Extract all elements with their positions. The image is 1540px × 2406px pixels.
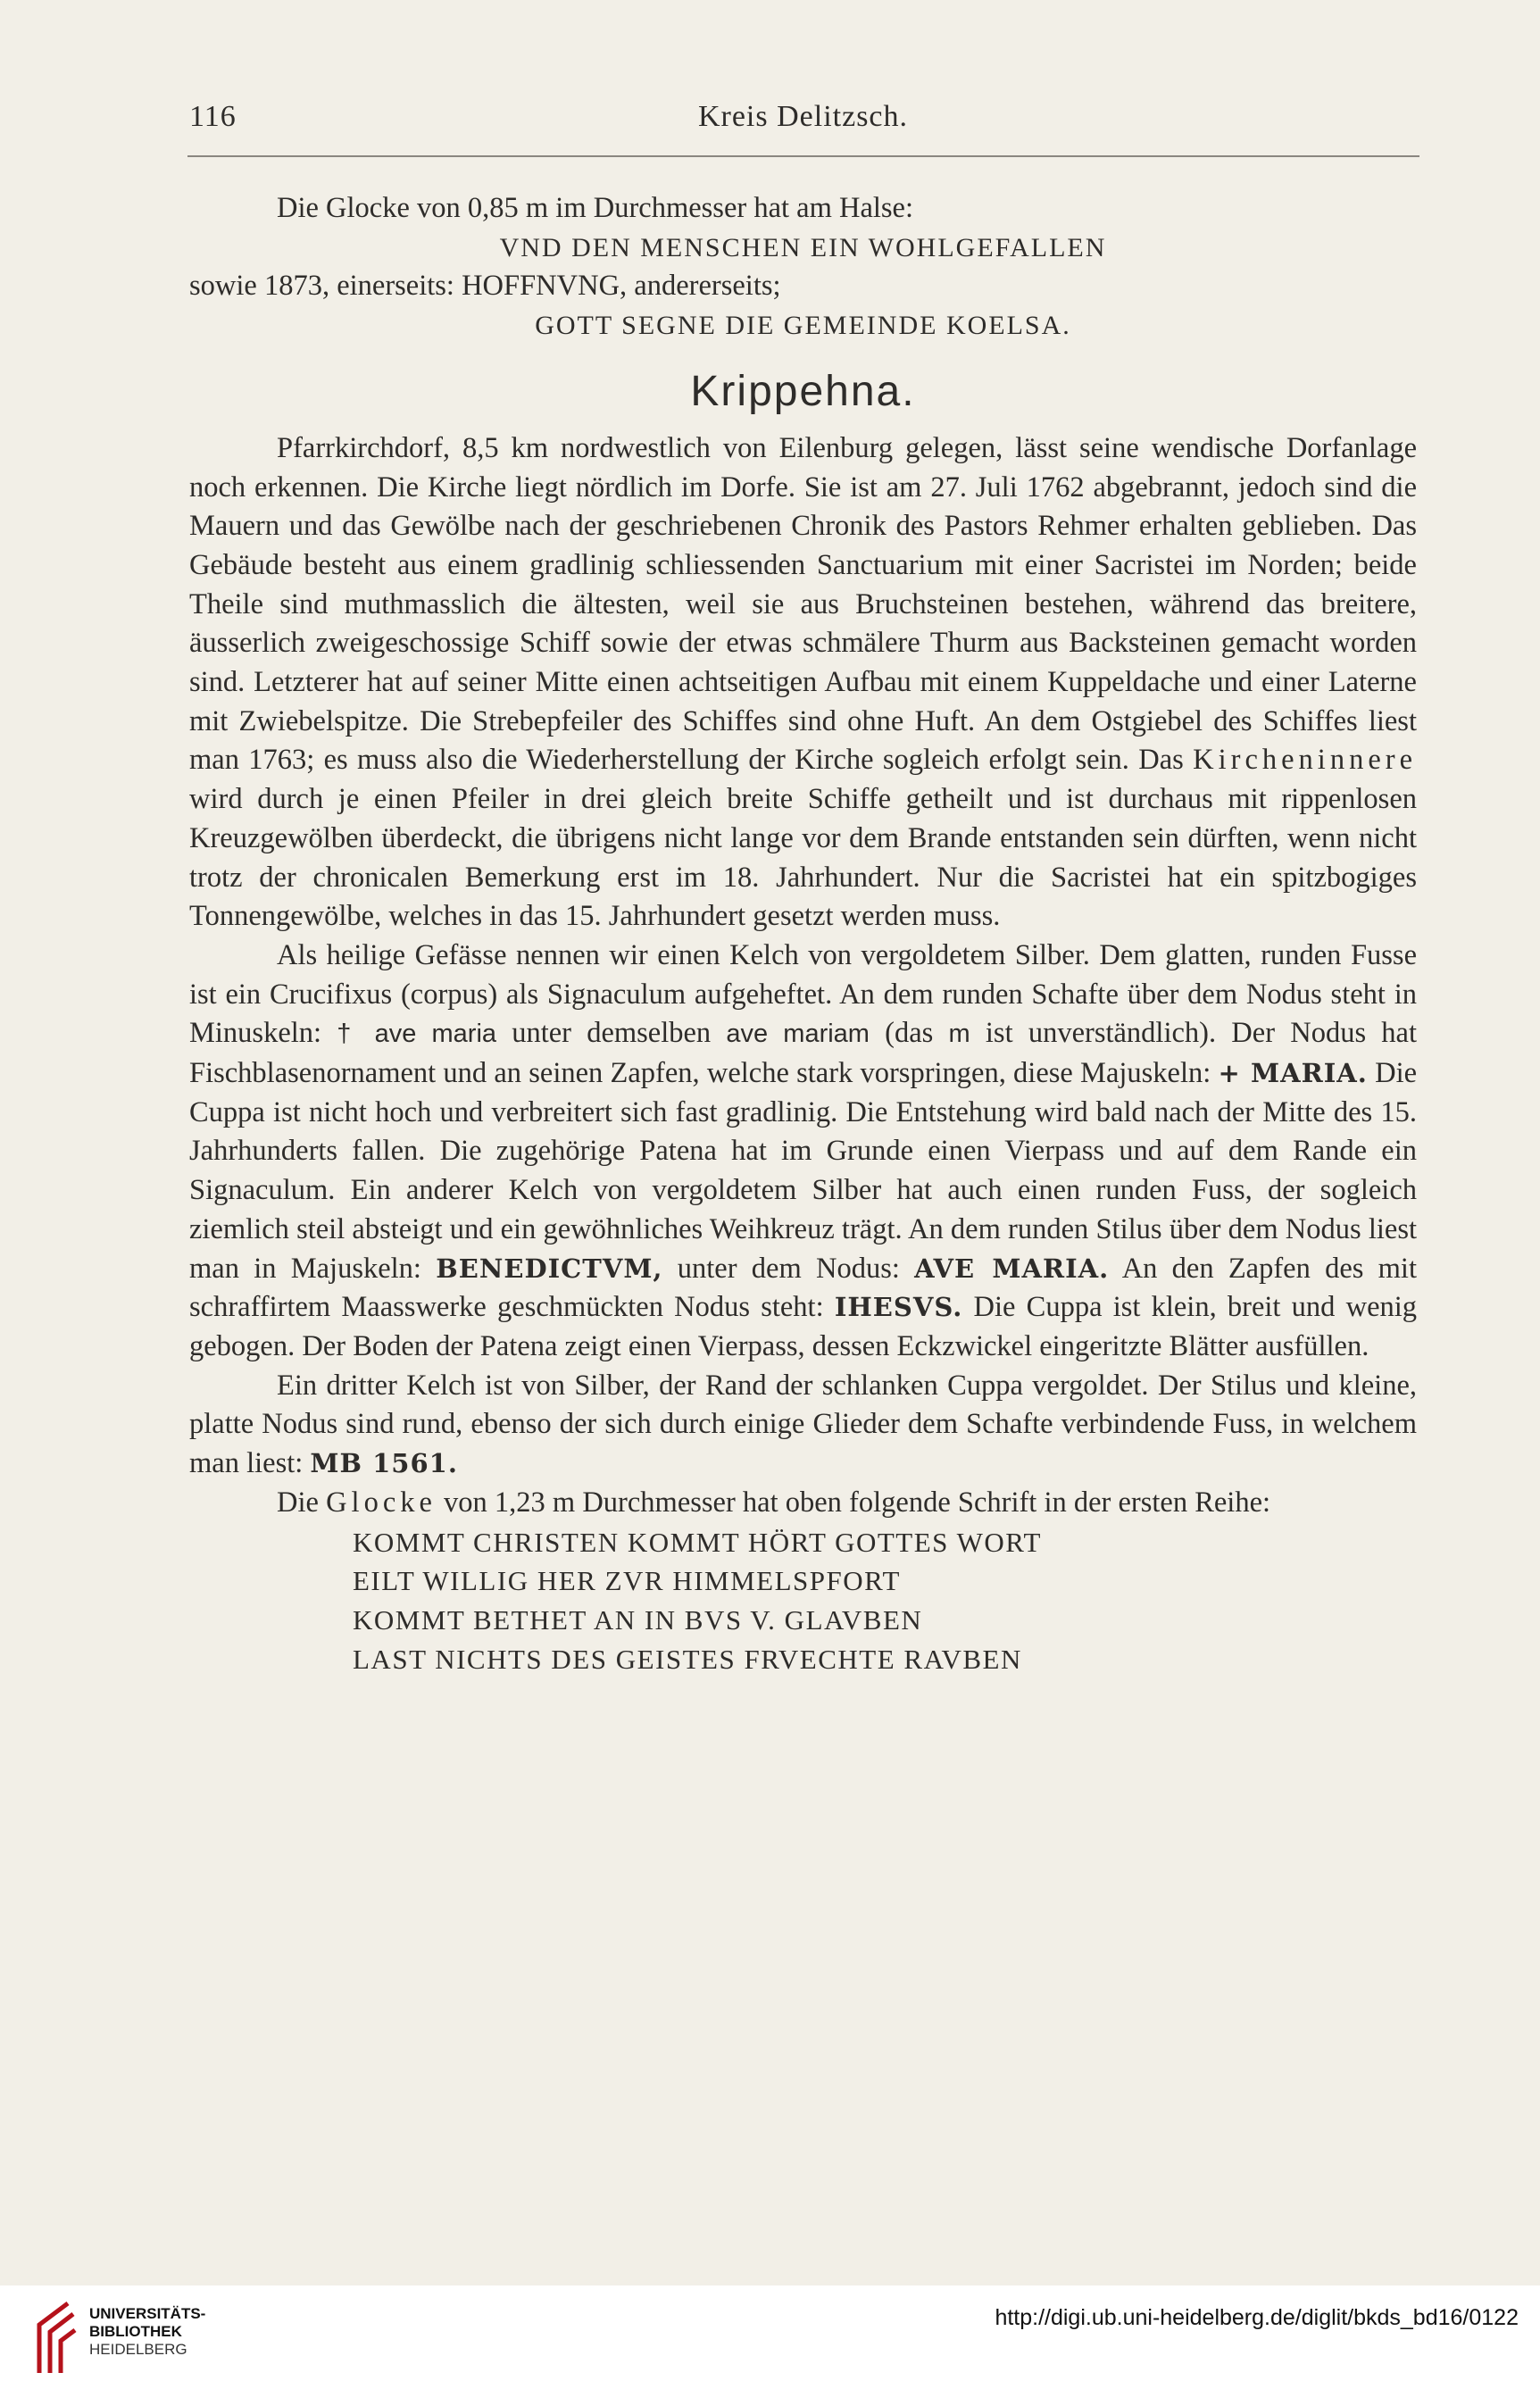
paragraph-text: unter demselben bbox=[512, 1017, 712, 1050]
paragraph-chalices bbox=[189, 937, 1417, 1367]
bell-inscription-line-2: GOTT SEGNE DIE GEMEINDE KOELSA. bbox=[535, 311, 1071, 341]
paragraph-text: An den Zapfen des mit schraffirtem Maasswerke geschmückten Nodus steht: bbox=[189, 1252, 1417, 1324]
paragraph-text: Die bbox=[277, 1486, 319, 1519]
bell-intro-line: Die Glocke von 0,85 m im Durchmesser hat am Halse: bbox=[277, 192, 914, 224]
majuscule-inscription: IHESVS. bbox=[834, 1292, 963, 1323]
section-heading: Krippehna. bbox=[690, 367, 916, 415]
minuscule-inscription: ave mariam bbox=[726, 1020, 870, 1049]
bell-inscription-block bbox=[189, 189, 1417, 345]
paragraph-text: Ein dritter Kelch ist von Silber, der Rand der schlanken Cuppa vergoldet. Der Stilus und kleine, platte Nodus sind rund, ebenso der sich durch einige Glieder dem Schafte verbindende Fuss, in welchem man liest: bbox=[189, 1369, 1417, 1480]
inscription-line: EILT WILLIG HER ZVR HIMMELSPFORT bbox=[353, 1565, 901, 1597]
paragraph-bell bbox=[189, 1484, 1417, 1523]
paragraph-text: ist unverständlich). Der Nodus hat Fischblasenornament und an seinen Zapfen, welche stark vorspringen, diese Majuskeln: bbox=[189, 1017, 1417, 1090]
logo-line-1: UNIVERSITÄTS- bbox=[89, 2305, 206, 2322]
digitization-footer bbox=[0, 2285, 1540, 2406]
paragraph-text: unter dem Nodus: bbox=[677, 1252, 900, 1285]
paragraph-text: Pfarrkirchdorf, 8,5 km nordwestlich von Eilenburg gelegen, lässt seine wendische Dorfanlage noch erkennen. Die Kirche liegt nördlich im Dorfe. Sie ist am 27. Juli 1762 abgebrannt, jedoch sind die Mauern und das Gewölbe nach der geschriebenen Chronik des Pastors Rehmer erhalten geblieben. Das Gebäude besteht aus einem gradlinig schliessenden Sanctuarium mit einer Sacristei im Norden; beide Theile sind muthmasslich die ältesten, weil sie aus Bruchsteinen bestehen, während das breitere, äusserlich zweigeschossige Schiff sowie der etwas schmälere Thurm aus Backsteinen gemacht worden sind. Letzterer hat auf seiner Mitte einen achtseitigen Aufbau mit einem Kuppeldache und einer Laterne mit Zwiebelspitze. Die Strebepfeiler des Schiffes sind ohne Huft. An dem Ostgiebel des Schiffes liest man 1763; es muss also die Wiederherstellung der Kirche sogleich erfolgt sein. Das bbox=[189, 431, 1417, 777]
paragraph-text: von 1,23 m Durchmesser hat oben folgende Schrift in der ersten Reihe: bbox=[444, 1486, 1271, 1519]
majuscule-inscription: + MARIA. bbox=[1218, 1058, 1368, 1089]
maker-mark: MB 1561. bbox=[310, 1448, 458, 1479]
running-title: Kreis Delitzsch. bbox=[697, 100, 909, 133]
minuscule-inscription: † ave maria bbox=[337, 1020, 497, 1049]
paragraph-text: Als heilige Gefässe nennen wir einen Kelch von vergoldetem Silber. Dem glatten, runden Fusse ist ein Crucifixus (corpus) als Signaculum aufgeheftet. An dem runden Schafte über dem Nodus steht in Minuskeln: bbox=[189, 938, 1417, 1050]
library-logo-icon bbox=[32, 2298, 79, 2377]
inscription-line: KOMMT BETHET AN IN BVS V. GLAVBEN bbox=[353, 1603, 923, 1636]
logo-line-2: BIBLIOTHEK bbox=[89, 2323, 182, 2340]
page-body bbox=[189, 189, 1417, 1678]
spaced-term: Glocke bbox=[326, 1486, 437, 1519]
inscription-line: LAST NICHTS DES GEISTES FRVECHTE RAVBEN bbox=[353, 1643, 1022, 1675]
paragraph-text: wird durch je einen Pfeiler in drei gleich breite Schiffe getheilt und ist durchaus mit rippenlosen Kreuzgewölben überdeckt, die übrigens nicht lange vor dem Brande entstanden sein dürften, wenn nicht trotz der chronicalen Bemerkung erst im 18. Jahrhundert. Nur die Sacristei hat ein spitzbogiges Tonnengewölbe, welches in das 15. Jahrhundert gesetzt werden muss. bbox=[189, 783, 1417, 933]
bell-intro-line-2: sowie 1873, einerseits: HOFFNVNG, andererseits; bbox=[189, 270, 781, 303]
majuscule-inscription: BENEDICTVM, bbox=[436, 1253, 663, 1284]
minuscule-inscription: m bbox=[948, 1020, 970, 1049]
paragraph-church-description bbox=[189, 429, 1417, 937]
majuscule-inscription: AVE MARIA. bbox=[914, 1253, 1110, 1284]
header-rule bbox=[187, 155, 1419, 157]
spaced-term: Kircheninnere bbox=[1193, 744, 1418, 777]
logo-line-3: HEIDELBERG bbox=[89, 2341, 187, 2358]
permalink-url[interactable]: http://digi.ub.uni-heidelberg.de/diglit/bkds_bd16/0122 bbox=[995, 2305, 1519, 2330]
paragraph-third-chalice bbox=[189, 1367, 1417, 1484]
paragraph-text: (das bbox=[885, 1017, 934, 1050]
library-logo-text bbox=[89, 2305, 205, 2359]
page-header bbox=[189, 100, 1417, 154]
bell-inscription-line-1: VND DEN MENSCHEN EIN WOHLGEFALLEN bbox=[499, 232, 1107, 262]
paragraph-text: Die Cuppa ist klein, breit und wenig gebogen. Der Boden der Patena zeigt einen Vierpass, dessen Eckzwickel eingeritzte Blätter ausfüllen. bbox=[189, 1291, 1418, 1362]
paragraph-text: Die Cuppa ist nicht hoch und verbreitert sich fast gradlinig. Die Entstehung wird bald nach der Mitte des 15. Jahrhunderts fallen. Die zugehörige Patena hat im Grunde einen Vierpass und auf dem Rande ein Signaculum. Ein anderer Kelch von vergoldetem Silber hat auch einen runden Fuss, der sogleich ziemlich steil absteigt und ein gewöhnliches Weihkreuz trägt. An dem runden Stilus über dem Nodus liest man in Majuskeln: bbox=[189, 1057, 1418, 1285]
page-number: 116 bbox=[189, 100, 237, 133]
bell-inscription-verse bbox=[353, 1523, 1417, 1679]
inscription-line: KOMMT CHRISTEN KOMMT HÖRT GOTTES WORT bbox=[353, 1526, 1042, 1558]
